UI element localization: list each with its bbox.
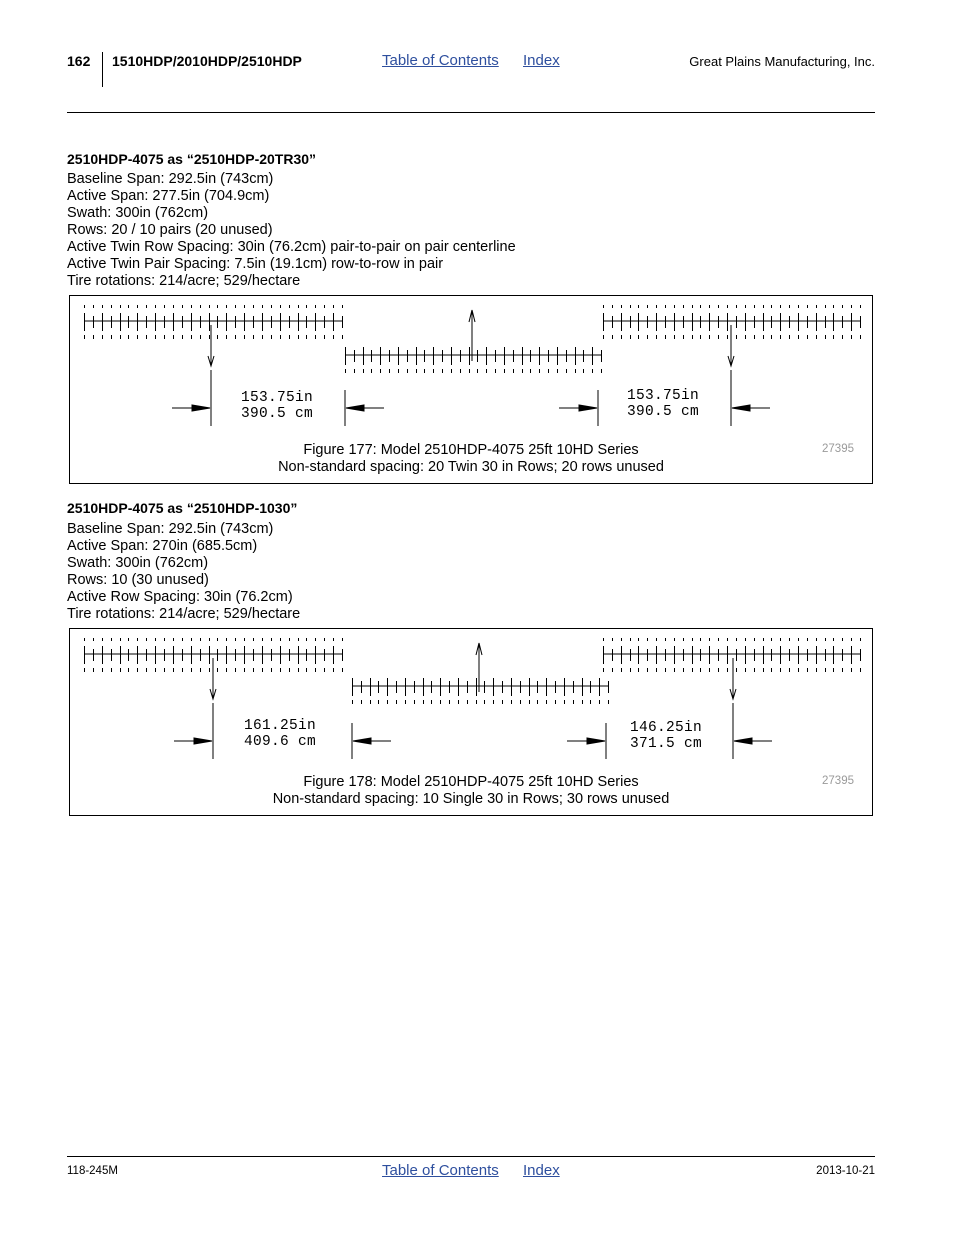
right-measurement-in: 153.75in — [627, 388, 700, 404]
right-inner-arrow-head — [579, 405, 597, 411]
right-measurement — [627, 388, 699, 420]
right-outer-arrow-head — [734, 738, 752, 744]
spec-line: Baseline Span: 292.5in (743cm) — [67, 521, 274, 537]
spec-line: Rows: 10 (30 unused) — [67, 572, 209, 588]
spec-line: Swath: 300in (762cm) — [67, 555, 209, 571]
left-outer-arrow-head — [192, 405, 210, 411]
left-outer-arrow-head — [194, 738, 212, 744]
left-measurement — [241, 390, 313, 422]
footer-toc-link[interactable]: Table of Contents — [382, 1162, 499, 1179]
right-measurement-cm: 371.5 cm — [630, 736, 703, 752]
right-measurement-cm: 390.5 cm — [627, 404, 700, 420]
figure-id: 27395 — [822, 443, 854, 455]
caption-line-1: Figure 177: Model 2510HDP-4075 25ft 10HD Series — [303, 442, 639, 458]
footer-index-link[interactable]: Index — [523, 1162, 560, 1179]
left-measurement-cm: 390.5 cm — [241, 406, 314, 422]
company-name: Great Plains Manufacturing, Inc. — [689, 54, 875, 69]
spec-line: Baseline Span: 292.5in (743cm) — [67, 171, 274, 187]
spec-line: Tire rotations: 214/acre; 529/hectare — [67, 273, 301, 289]
section2-specs — [67, 521, 300, 623]
spec-line: Active Span: 270in (685.5cm) — [67, 538, 258, 554]
document-number: 118-245M — [67, 1165, 118, 1177]
figure-caption — [70, 774, 872, 808]
manual-title: 1510HDP/2010HDP/2510HDP — [112, 53, 302, 69]
right-outer-arrow-head — [732, 405, 750, 411]
caption-line-2: Non-standard spacing: 10 Single 30 in Rows; 30 rows unused — [272, 791, 670, 807]
left-measurement-in: 161.25in — [244, 718, 317, 734]
figure-177 — [69, 295, 873, 484]
figure-id: 27395 — [822, 775, 854, 787]
footer-date: 2013-10-21 — [816, 1165, 875, 1177]
section1-specs — [67, 171, 516, 290]
header-rule — [67, 112, 875, 113]
right-measurement — [630, 720, 702, 752]
spec-line: Active Twin Row Spacing: 30in (76.2cm) pair-to-pair on pair centerline — [67, 239, 516, 255]
header-index-link[interactable]: Index — [523, 52, 560, 69]
section1-heading: 2510HDP-4075 as “2510HDP-20TR30” — [67, 151, 317, 167]
header-divider — [102, 52, 103, 87]
page-number: 162 — [67, 53, 91, 69]
left-inner-arrow-head — [353, 738, 371, 744]
figure-caption — [70, 442, 872, 476]
left-inner-arrow-head — [346, 405, 364, 411]
left-measurement-cm: 409.6 cm — [244, 734, 317, 750]
spec-line: Active Row Spacing: 30in (76.2cm) — [67, 589, 293, 605]
figure-178 — [69, 628, 873, 816]
spec-line: Active Twin Pair Spacing: 7.5in (19.1cm) row-to-row in pair — [67, 256, 444, 272]
left-measurement — [244, 718, 316, 750]
spec-line: Tire rotations: 214/acre; 529/hectare — [67, 606, 301, 622]
footer-rule — [67, 1156, 875, 1157]
spec-line: Rows: 20 / 10 pairs (20 unused) — [67, 222, 273, 238]
section2-heading: 2510HDP-4075 as “2510HDP-1030” — [67, 500, 298, 516]
caption-line-1: Figure 178: Model 2510HDP-4075 25ft 10HD Series — [303, 774, 639, 790]
spec-line: Active Span: 277.5in (704.9cm) — [67, 188, 270, 204]
left-measurement-in: 153.75in — [241, 390, 314, 406]
right-inner-arrow-head — [587, 738, 605, 744]
right-measurement-in: 146.25in — [630, 720, 703, 736]
header-toc-link[interactable]: Table of Contents — [382, 52, 499, 69]
caption-line-2: Non-standard spacing: 20 Twin 30 in Rows; 20 rows unused — [278, 459, 664, 475]
spec-line: Swath: 300in (762cm) — [67, 205, 209, 221]
